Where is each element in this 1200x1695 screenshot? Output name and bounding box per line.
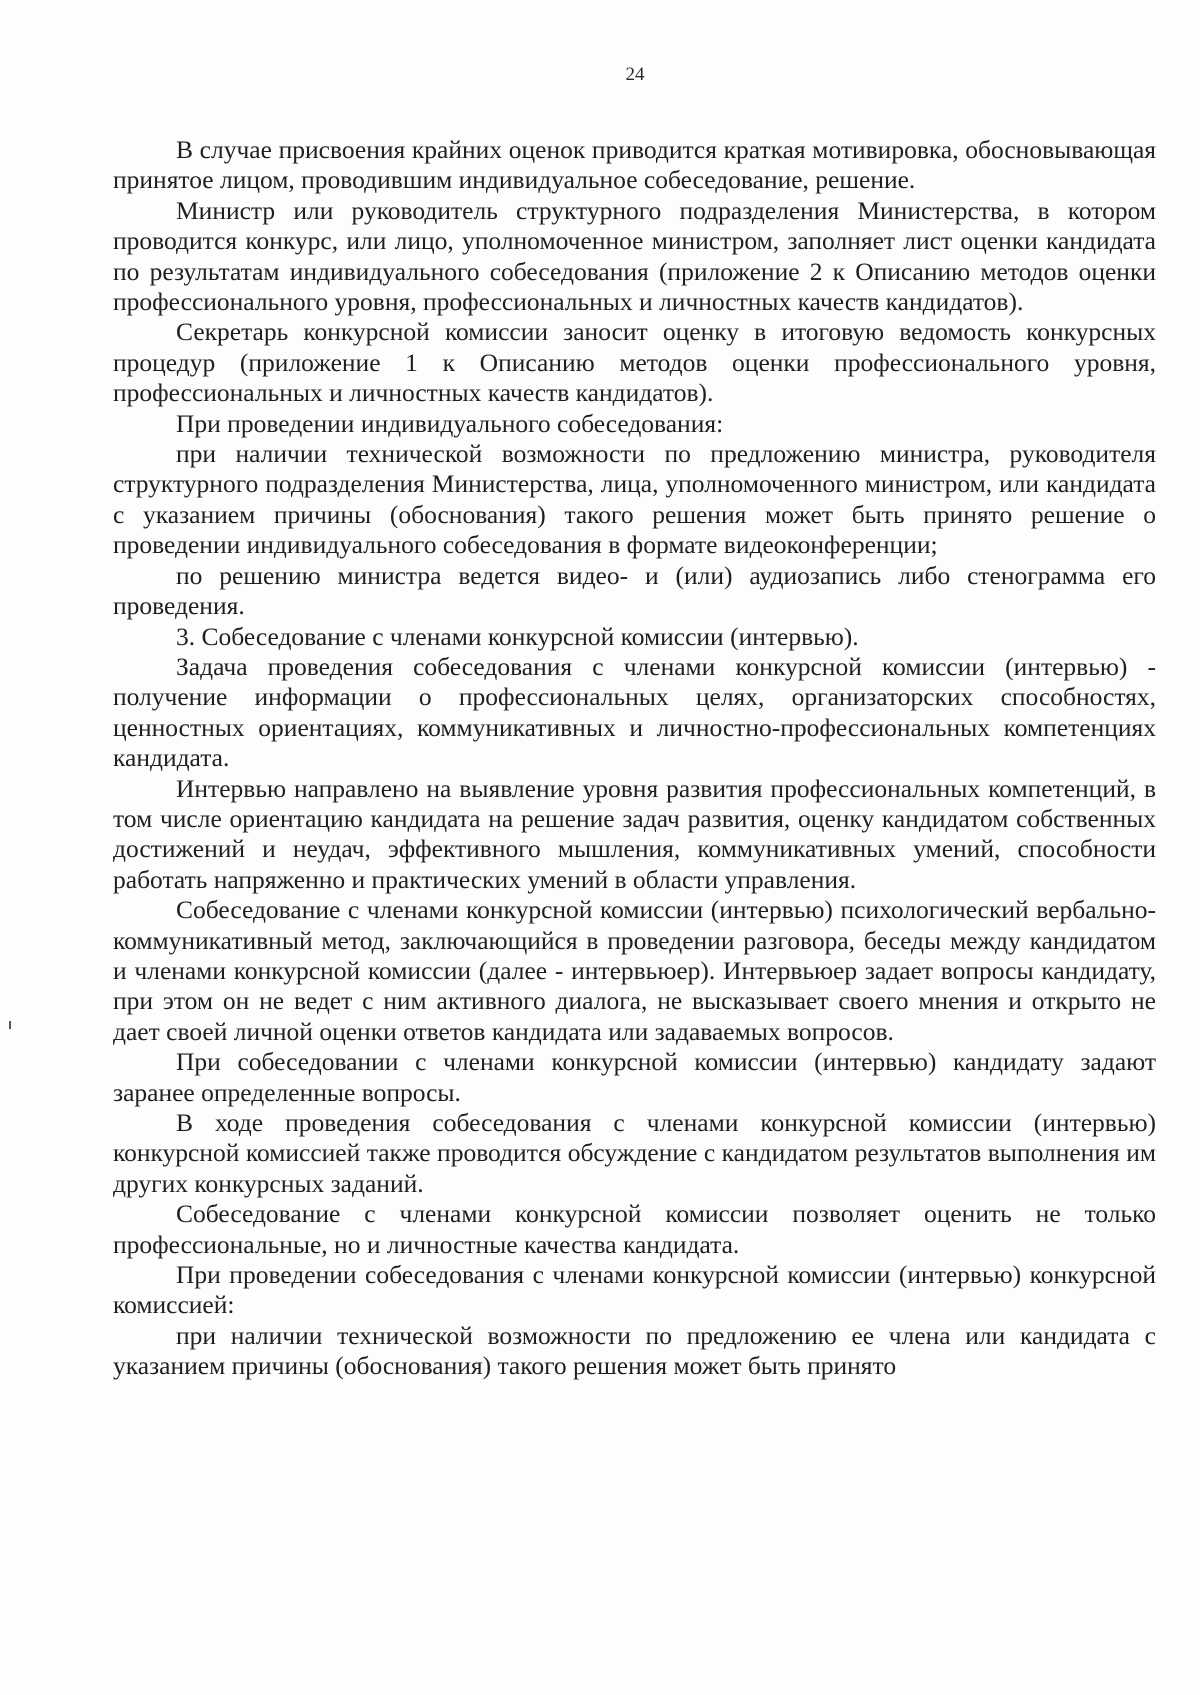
paragraph: В ходе проведения собеседования с членами конкурсной комиссии (интервью) конкурсной комиссией также проводится обсуждение с кандидатом результатов выполнения им других конкурсных заданий. [113, 1108, 1156, 1198]
paragraph: Задача проведения собеседования с членами конкурсной комиссии (интервью) - получение информации о профессиональных целях, организаторских способностях, ценностных ориентациях, коммуникативных и личностно-профессиональных компетенциях кандидата. [113, 651, 1156, 773]
paragraph: При проведении индивидуального собеседования: [176, 408, 724, 438]
paragraph: Министр или руководитель структурного подразделения Министерства, в котором проводится конкурс, или лицо, уполномоченное министром, заполняет лист оценки кандидата по результатам индивидуального собеседования (приложение 2 к Описанию методов оценки профессионального уровня, профессиональных и личностных качеств кандидатов). [113, 195, 1156, 317]
paragraph: При собеседовании с членами конкурсной комиссии (интервью) кандидату задают заранее определенные вопросы. [113, 1047, 1156, 1107]
section-heading: 3. Собеседование с членами конкурсной комиссии (интервью). [176, 621, 859, 651]
paragraph: В случае присвоения крайних оценок приводится краткая мотивировка, обосновывающая принятое лицом, проводившим индивидуальное собеседование, решение. [113, 135, 1156, 195]
paragraph: При проведении собеседования с членами конкурсной комиссии (интервью) конкурсной комиссией: [113, 1260, 1156, 1320]
page-number: 24 [625, 64, 645, 85]
document-body [113, 135, 1156, 1382]
paragraph: Собеседование с членами конкурсной комиссии позволяет оценить не только профессиональные, но и личностные качества кандидата. [113, 1199, 1156, 1259]
paragraph: при наличии технической возможности по предложению министра, руководителя структурного подразделения Министерства, лица, уполномоченного министром, или кандидата с указанием причины (обоснования) такого решения может быть принято решение о проведении индивидуального собеседования в формате видеоконференции; [113, 439, 1156, 560]
paragraph: по решению министра ведется видео- и (или) аудиозапись либо стенограмма его проведения. [113, 560, 1156, 621]
paragraph: при наличии технической возможности по предложению ее члена или кандидата с указанием причины (обоснования) такого решения может быть принято [113, 1320, 1156, 1381]
paragraph: Собеседование с членами конкурсной комиссии (интервью) психологический вербально-коммуникативный метод, заключающийся в проведении разговора, беседы между кандидатом и членами конкурсной комиссии (далее - интервьюер). Интервьюер задает вопросы кандидату, при этом он не ведет с ним активного диалога, не высказывает своего мнения и открыто не дает своей личной оценки ответов кандидата или задаваемых вопросов. [113, 895, 1156, 1046]
scan-artifact [9, 1021, 11, 1029]
paragraph: Интервью направлено на выявление уровня развития профессиональных компетенций, в том числе ориентацию кандидата на решение задач развития, оценку кандидатом собственных достижений и неудач, эффективного мышления, коммуникативных умений, способности работать напряженно и практических умений в области управления. [113, 773, 1156, 894]
paragraph: Секретарь конкурсной комиссии заносит оценку в итоговую ведомость конкурсных процедур (приложение 1 к Описанию методов оценки профессионального уровня, профессиональных и личностных качеств кандидатов). [113, 317, 1156, 408]
